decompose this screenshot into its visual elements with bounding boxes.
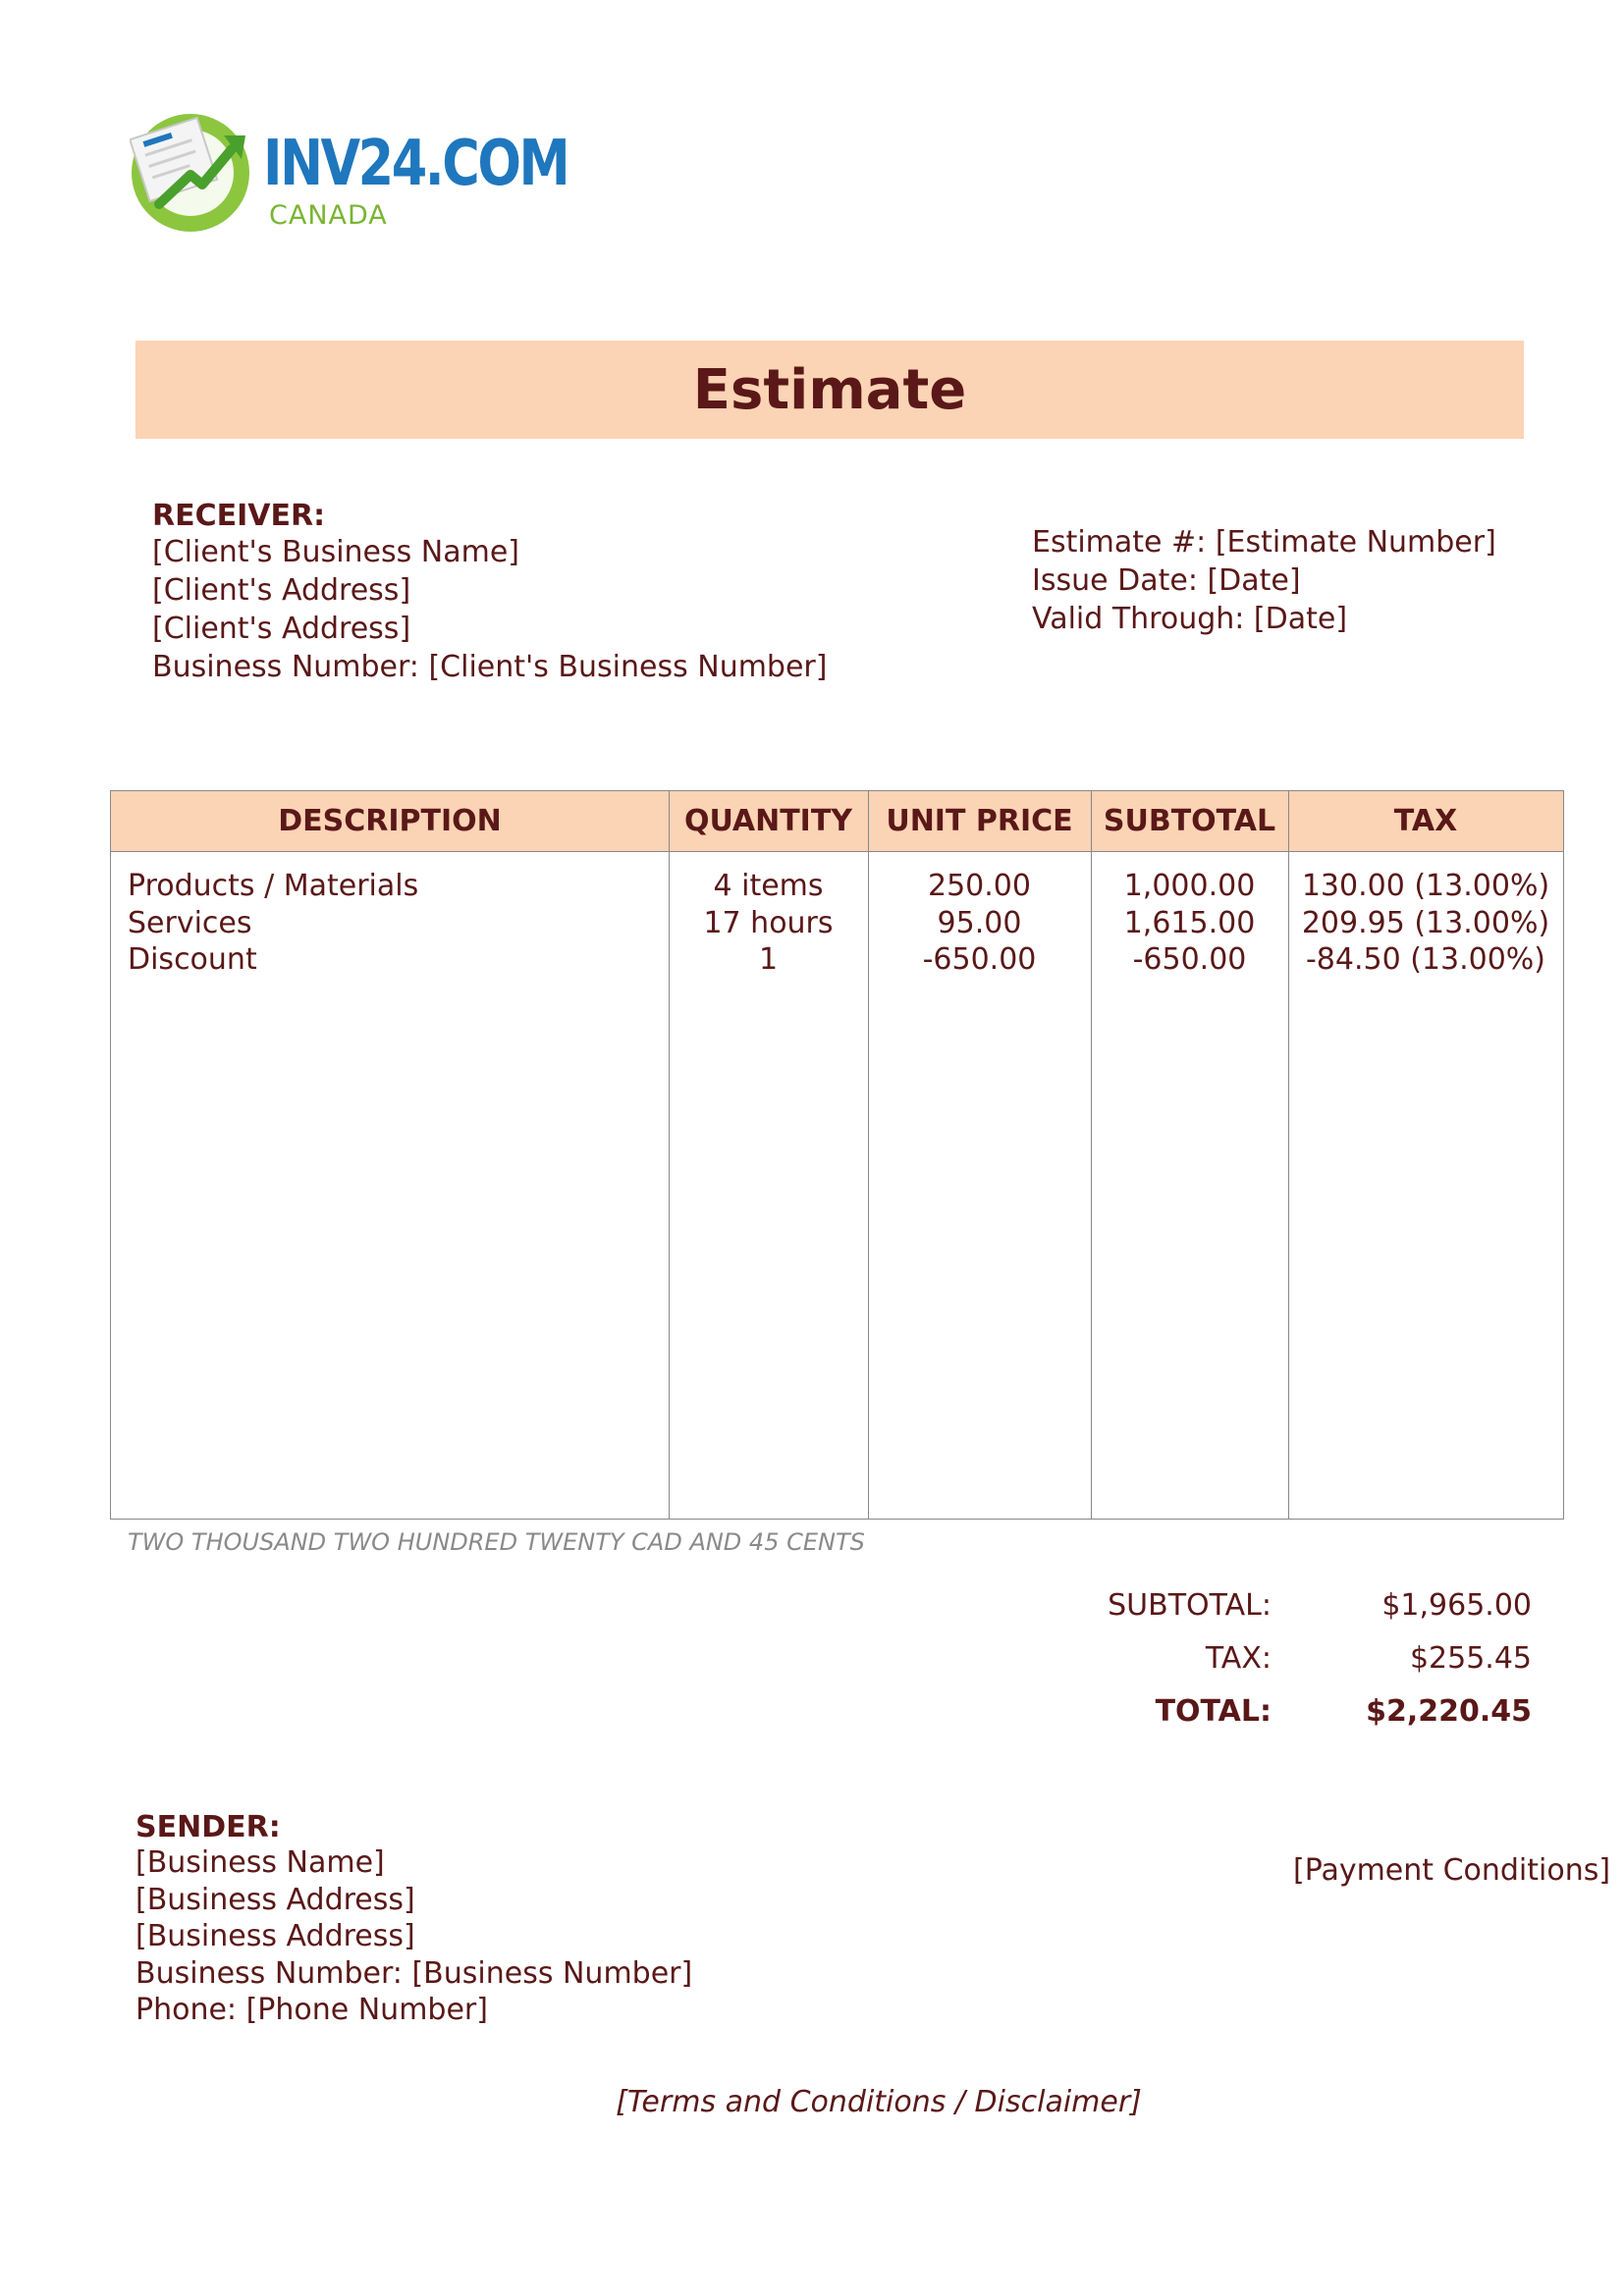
receiver-line: Business Number: [Client's Business Number] [152,650,828,684]
subtotal-label: SUBTOTAL: [1108,1588,1272,1623]
logo-region: CANADA [269,200,388,231]
row-description: Products / Materials [128,869,419,903]
company-logo [130,106,568,234]
tax-value: $255.45 [1409,1641,1532,1676]
terms-disclaimer: [Terms and Conditions / Disclaimer] [616,2085,1142,2119]
row-quantity: 17 hours [703,905,834,940]
subtotal-column [1091,868,1288,979]
table-row [128,868,418,979]
subtotal-row [1060,1588,1532,1641]
total-row [1060,1694,1532,1747]
valid-through: Valid Through: [Date] [1032,602,1348,636]
receiver-label: RECEIVER: [152,499,326,533]
estimate-number: Estimate #: [Estimate Number] [1032,525,1496,560]
quantity-column [669,868,868,979]
sender-line: Business Number: [Business Number] [135,1955,693,1991]
header-description: DESCRIPTION [278,804,502,838]
row-tax: 209.95 (13.00%) [1301,905,1550,940]
tax-column [1288,868,1563,979]
row-unit-price: 250.00 [928,869,1031,903]
row-unit-price: -650.00 [922,942,1037,977]
tax-label: TAX: [1205,1641,1272,1676]
row-tax: -84.50 (13.00%) [1305,942,1546,977]
header-tax: TAX [1393,804,1458,838]
estimate-meta [1032,523,1496,638]
receiver-line: [Client's Business Name] [152,535,520,569]
subtotal-value: $1,965.00 [1381,1588,1532,1623]
row-subtotal: -650.00 [1132,942,1247,977]
sender-line: [Business Address] [135,1882,415,1917]
sender-line: Phone: [Phone Number] [135,1993,488,2027]
issue-date: Issue Date: [Date] [1032,563,1301,598]
row-unit-price: 95.00 [937,905,1022,940]
row-description: Services [128,905,252,940]
unit-price-column [868,868,1091,979]
totals-block [1060,1588,1532,1747]
logo-brand: INV24.COM [263,128,568,200]
row-quantity: 1 [758,942,779,977]
header-quantity: QUANTITY [683,804,853,838]
items-table [110,790,1564,1520]
sender-line: [Business Name] [135,1845,385,1880]
row-subtotal: 1,615.00 [1123,905,1256,940]
row-subtotal: 1,000.00 [1123,869,1256,903]
receiver-line: [Client's Address] [152,573,411,608]
row-description: Discount [128,942,257,977]
payment-conditions: [Payment Conditions] [1293,1853,1611,1888]
amount-in-words: TWO THOUSAND TWO HUNDRED TWENTY CAD AND 45 CENTS [128,1528,865,1556]
table-header [111,791,1563,852]
document-title: Estimate [692,357,967,422]
header-unit-price: UNIT PRICE [886,804,1073,838]
title-bar [135,341,1524,439]
header-subtotal: SUBTOTAL [1103,804,1276,838]
sender-label: SENDER: [135,1810,281,1844]
total-label: TOTAL: [1155,1694,1272,1729]
sender-line: [Business Address] [135,1919,415,1953]
tax-row [1060,1641,1532,1694]
logo-icon [130,106,257,234]
total-value: $2,220.45 [1366,1694,1532,1729]
receiver-line: [Client's Address] [152,612,411,646]
receiver-block [152,499,827,686]
row-quantity: 4 items [713,869,824,903]
row-tax: 130.00 (13.00%) [1301,869,1550,903]
sender-block [135,1810,692,2029]
